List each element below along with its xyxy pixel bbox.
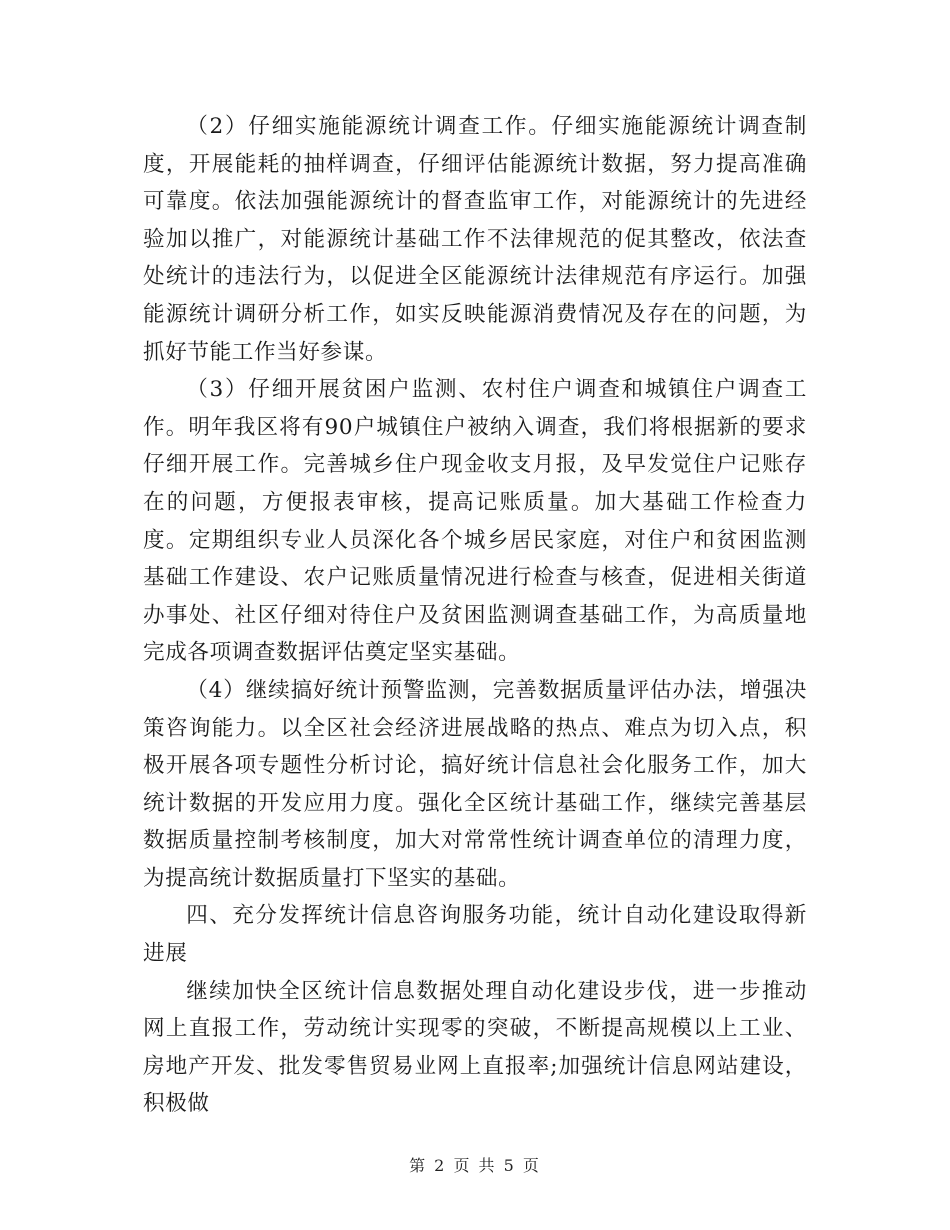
paragraph-energy-statistics: （2）仔细实施能源统计调查工作。仔细实施能源统计调查制度，开展能耗的抽样调查，仔细评估能源统计数据，努力提高准确可靠度。依法加强能源统计的督查监审工作，对能源统计的先进经验加以推广，对能源统计基础工作不法律规范的促其整改，依法查处统计的违法行为，以促进全区能源统计法律规范有序运行。加强能源统计调研分析工作，如实反映能源消费情况及存在的问题，为抓好节能工作当好参谋。 [143, 114, 807, 365]
paragraph-household-survey: （3）仔细开展贫困户监测、农村住户调查和城镇住户调查工作。明年我区将有90户城镇住户被纳入调查，我们将根据新的要求仔细开展工作。完善城乡住户现金收支月报，及早发觉住户记账存在的问题，方便报表审核，提高记账质量。加大基础工作检查力度。定期组织专业人员深化各个城乡居民家庭，对住户和贫困监测基础工作建设、农户记账质量情况进行检查与核查，促进相关街道办事处、社区仔细对待住户及贫困监测调查基础工作，为高质量地完成各项调查数据评估奠定坚实基础。 [143, 377, 807, 666]
paragraph-monitoring-warning: （4）继续搞好统计预警监测，完善数据质量评估办法，增强决策咨询能力。以全区社会经济进展战略的热点、难点为切入点，积极开展各项专题性分析讨论，搞好统计信息社会化服务工作，加大统计数据的开发应用力度。强化全区统计基础工作，继续完善基层数据质量控制考核制度，加大对常常性统计调查单位的清理力度，为提高统计数据质量打下坚实的基础。 [143, 677, 807, 891]
page-number-footer: 第 2 页 共 5 页 [409, 1156, 541, 1175]
section-heading-four: 四、充分发挥统计信息咨询服务功能，统计自动化建设取得新进展 [143, 903, 807, 967]
document-body [143, 108, 807, 1123]
paragraph-automation: 继续加快全区统计信息数据处理自动化建设步伐，进一步推动网上直报工作，劳动统计实现零的突破，不断提高规模以上工业、房地产开发、批发零售贸易业网上直报率;加强统计信息网站建设，积极做 [143, 978, 807, 1117]
